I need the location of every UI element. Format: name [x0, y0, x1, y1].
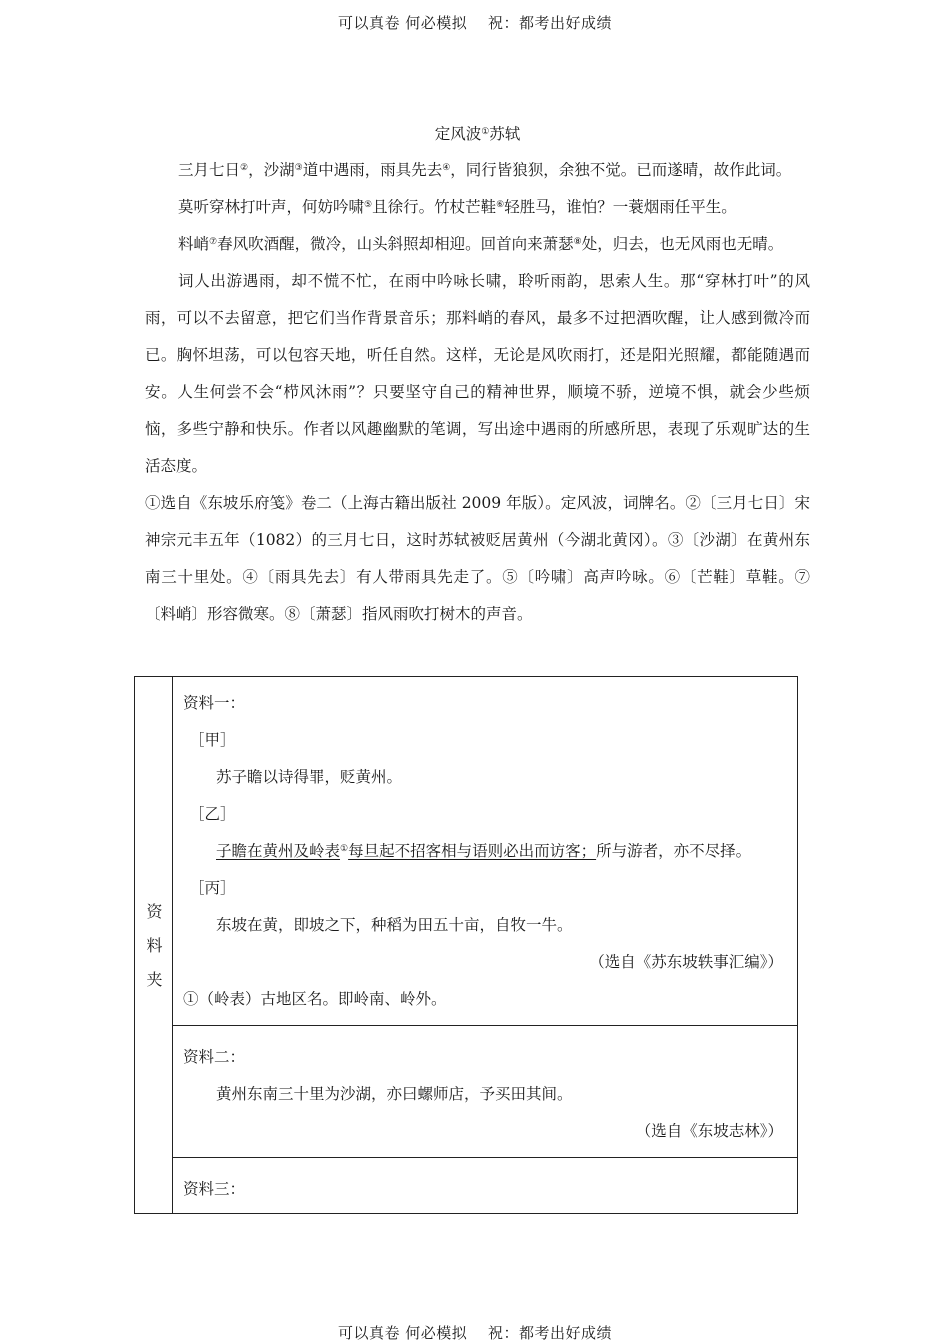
material-bing-text: 东坡在黄，即坡之下，种稻为田五十亩，自牧一牛。 [216, 916, 573, 934]
underlined-text: 每旦起不招客相与语则必出而访客； [348, 842, 597, 860]
footnote-mark: ① [340, 844, 349, 854]
title-text: 定风波 [434, 125, 482, 143]
material-bing-label: ［丙］ [189, 879, 236, 897]
material-jia-label: ［甲］ [189, 731, 236, 749]
materials-table [134, 676, 798, 1214]
footnote-mark: ⑥ [496, 200, 505, 210]
page-footer: 可以真卷 何必模拟 祝：都考出好成绩 [337, 1324, 613, 1342]
footnote-mark: ③ [294, 163, 303, 173]
material-one-heading: 资料一： [183, 694, 246, 712]
material-one-note: ①（岭表）古地区名。即岭南、岭外。 [183, 990, 447, 1008]
article [145, 120, 810, 633]
poem-line-1: 莫听穿林打叶声，何妨吟啸⑤且徐行。竹杖芒鞋⑥轻胜马，谁怕？一蓑烟雨任平生。 [178, 198, 737, 216]
page-header: 可以真卷 何必模拟 祝：都考出好成绩 [337, 14, 613, 32]
material-two-cell [173, 1026, 797, 1158]
material-two-heading: 资料二： [183, 1048, 246, 1066]
poem-line-2: 料峭⑦春风吹酒醒，微冷，山头斜照却相迎。回首向来萧瑟⑧处，归去，也无风雨也无晴。 [178, 235, 784, 253]
materials-side-column [135, 677, 173, 1213]
material-jia-text: 苏子瞻以诗得罪，贬黄州。 [216, 768, 403, 786]
materials-main-column [173, 677, 797, 1213]
material-yi-text: 子瞻在黄州及岭表①每旦起不招客相与语则必出而访客；所与游者，亦不尽择。 [216, 842, 752, 860]
title-footnote-mark: ① [481, 127, 490, 137]
materials-side-label: 资料夹 [144, 903, 163, 1005]
material-one-cell [173, 677, 797, 1026]
commentary-paragraph: 词人出游遇雨，却不慌不忙，在雨中吟咏长啸，聆听雨韵，思索人生。那“穿林打叶”的风雨，可以不去留意，把它们当作背景音乐；那料峭的春风，最多不过把酒吹醒，让人感到微冷而已。胸怀坦荡，可以包容天地，听任自然。这样，无论是风吹雨打，还是阳光照耀，都能随遇而安。人生何尝不会“栉风沐雨”？只要坚守自己的精神世界，顺境不骄，逆境不惧，就会少些烦恼，多些宁静和快乐。作者以风趣幽默的笔调，写出途中遇雨的所感所思，表现了乐观旷达的生活态度。 [145, 272, 810, 475]
footnote-mark: ⑧ [573, 237, 582, 247]
footnote-mark: ② [240, 163, 249, 173]
underlined-text: 子瞻在黄州及岭表 [216, 842, 341, 860]
footnote-mark: ④ [442, 163, 451, 173]
title-author: 苏轼 [489, 125, 521, 143]
footnotes: ①选自《东坡乐府笺》卷二（上海古籍出版社 2009 年版）。定风波，词牌名。②〔三月七日〕宋神宗元丰五年（1082）的三月七日，这时苏轼被贬居黄州（今湖北黄冈）。③〔沙湖〕在黄州东南三十里处。④〔雨具先去〕有人带雨具先走了。⑤〔吟啸〕高声吟咏。⑥〔芒鞋〕草鞋。⑦〔料峭〕形容微寒。⑧〔萧瑟〕指风雨吹打树木的声音。 [145, 494, 810, 623]
material-two-source: （选自《东坡志林》） [635, 1122, 783, 1140]
footnote-mark: ⑤ [364, 200, 373, 210]
material-two-text: 黄州东南三十里为沙湖，亦曰螺师店，予买田其间。 [216, 1085, 573, 1103]
material-yi-label: ［乙］ [189, 805, 236, 823]
material-one-source: （选自《苏东坡轶事汇编》） [589, 953, 783, 971]
poem-title [145, 120, 810, 148]
material-three-cell [173, 1158, 797, 1213]
poem-preface: 三月七日②，沙湖③道中遇雨，雨具先去④，同行皆狼狈，余独不觉。已而遂晴，故作此词。 [178, 161, 792, 179]
footnote-mark: ⑦ [209, 237, 218, 247]
material-three-heading: 资料三： [183, 1180, 246, 1198]
